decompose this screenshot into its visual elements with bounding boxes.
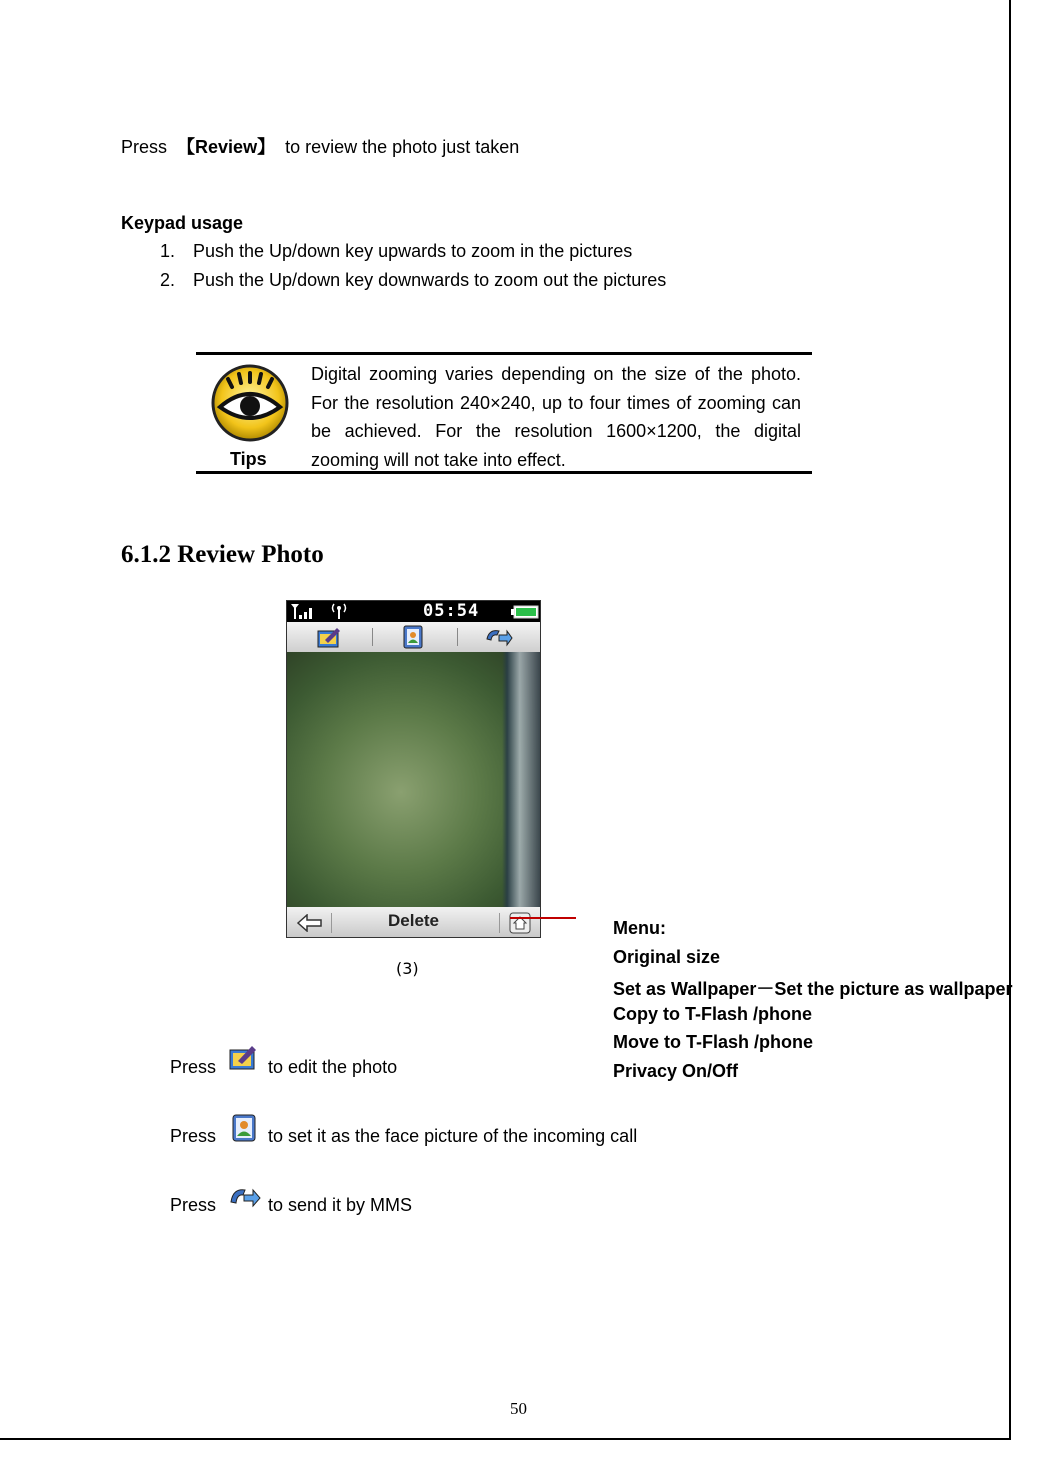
delete-softkey[interactable]: Delete xyxy=(387,911,440,930)
intro-text: to review the photo just taken xyxy=(285,137,520,157)
battery-icon xyxy=(511,605,539,619)
list-item xyxy=(160,270,667,291)
signal-icon xyxy=(291,604,315,620)
send-mms-icon xyxy=(229,1184,261,1212)
action-press: Press xyxy=(170,1057,217,1077)
list-number: 1. xyxy=(160,241,176,261)
menu-item: Set as Wallpaper－Set the picture as wallpaper xyxy=(613,979,1013,999)
contact-picture-icon xyxy=(230,1114,258,1142)
phone-toolbar xyxy=(287,622,540,652)
softbar-divider xyxy=(499,913,500,933)
edit-photo-icon xyxy=(229,1043,257,1071)
toolbar-divider xyxy=(457,628,458,646)
list-number: 2. xyxy=(160,270,176,290)
contact-picture-icon[interactable] xyxy=(403,625,423,649)
action-text: to edit the photo xyxy=(268,1057,398,1077)
send-mms-icon[interactable] xyxy=(485,627,513,647)
antenna-icon xyxy=(331,603,347,620)
action-text: to send it by MMS xyxy=(268,1195,413,1215)
menu-item: Original size xyxy=(613,947,721,967)
action-press: Press xyxy=(170,1126,217,1146)
section-title: 6.1.2 Review Photo xyxy=(121,541,324,568)
softkey-bar xyxy=(287,907,540,938)
action-text: to set it as the face picture of the incoming call xyxy=(268,1126,638,1146)
menu-title: Menu: xyxy=(613,918,666,938)
review-key: 【Review】 xyxy=(177,137,276,157)
tips-box xyxy=(196,352,812,474)
intro-line xyxy=(121,133,519,159)
keypad-heading: Keypad usage xyxy=(121,213,244,233)
status-bar xyxy=(287,601,540,622)
menu-item: Move to T-Flash /phone xyxy=(613,1032,814,1052)
action-row xyxy=(170,1126,638,1147)
action-row xyxy=(170,1057,398,1078)
phone-screen xyxy=(286,600,541,938)
action-row xyxy=(170,1195,413,1216)
menu-item: Privacy On/Off xyxy=(613,1061,739,1081)
menu-item: Copy to T-Flash /phone xyxy=(613,1004,812,1024)
list-text: Push the Up/down key upwards to zoom in the pictures xyxy=(193,241,633,261)
tips-text: Digital zooming varies depending on the size of the photo. For the resolution 240×240, up to four times of zooming can be achieved. For the resolution 1600×1200, the digital zooming will not take into effect. xyxy=(311,364,801,470)
edit-photo-icon[interactable] xyxy=(317,626,341,648)
action-press: Press xyxy=(170,1195,217,1215)
figure-caption: (3) xyxy=(396,959,419,978)
tips-label: Tips xyxy=(230,449,267,469)
eye-icon xyxy=(210,363,290,443)
intro-press: Press xyxy=(121,137,168,157)
clock: 05:54 xyxy=(423,601,480,621)
list-item xyxy=(160,241,633,262)
captured-photo xyxy=(287,652,540,907)
toolbar-divider xyxy=(372,628,373,646)
page-number: 50 xyxy=(510,1399,527,1418)
callout-line xyxy=(510,915,580,921)
list-text: Push the Up/down key downwards to zoom out the pictures xyxy=(193,270,667,290)
